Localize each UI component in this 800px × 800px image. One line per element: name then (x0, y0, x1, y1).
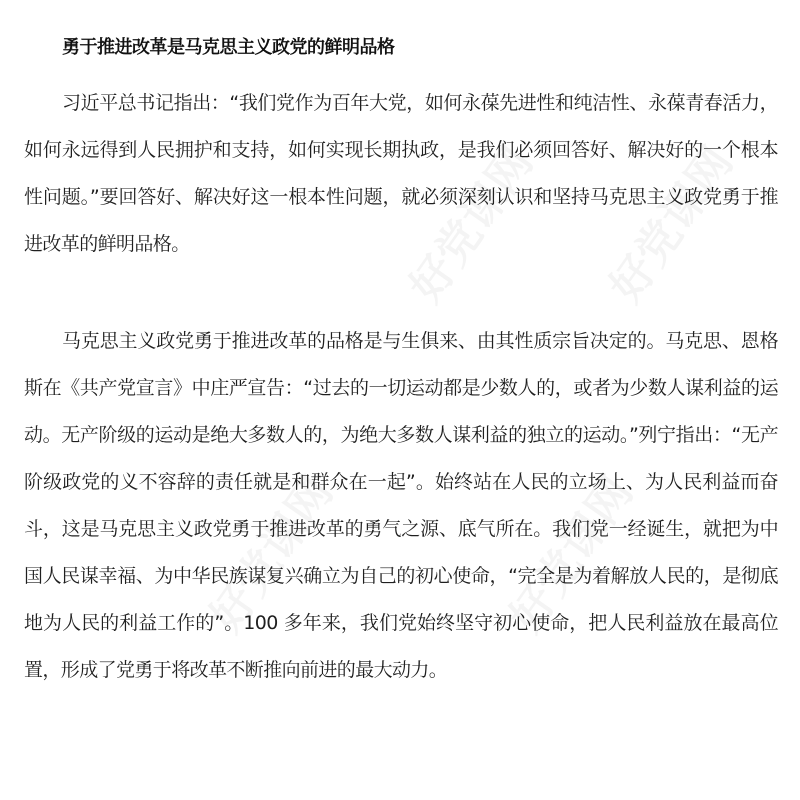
paragraph-1: 习近平总书记指出：“我们党作为百年大党，如何永葆先进性和纯洁性、永葆青春活力，如何永远得到人民拥护和支持，如何实现长期执政，是我们必须回答好、解决好的一个根本性问题。”要回答好、解决好这一根本性问题，就必须深刻认识和坚持马克思主义政党勇于推进改革的鲜明品格。 (24, 92, 778, 255)
document-title: 勇于推进改革是马克思主义政党的鲜明品格 (62, 37, 395, 58)
paragraph-2: 马克思主义政党勇于推进改革的品格是与生俱来、由其性质宗旨决定的。马克思、恩格斯在《共产党宣言》中庄严宣告：“过去的一切运动都是少数人的，或者为少数人谋利益的运动。无产阶级的运动是绝大多数人的，为绝大多数人谋利益的独立的运动。”列宁指出：“无产阶级政党的义不容辞的责任就是和群众在一起”。始终站在人民的立场上、为人民利益而奋斗，这是马克思主义政党勇于推进改革的勇气之源、底气所在。我们党一经诞生，就把为中国人民谋幸福、为中华民族谋复兴确立为自己的初心使命，“完全是为着解放人民的，是彻底地为人民的利益工作的”。100 多年来，我们党始终坚守初心使命，把人民利益放在最高位置，形成了党勇于将改革不断推向前进的最大动力。 (24, 330, 778, 681)
